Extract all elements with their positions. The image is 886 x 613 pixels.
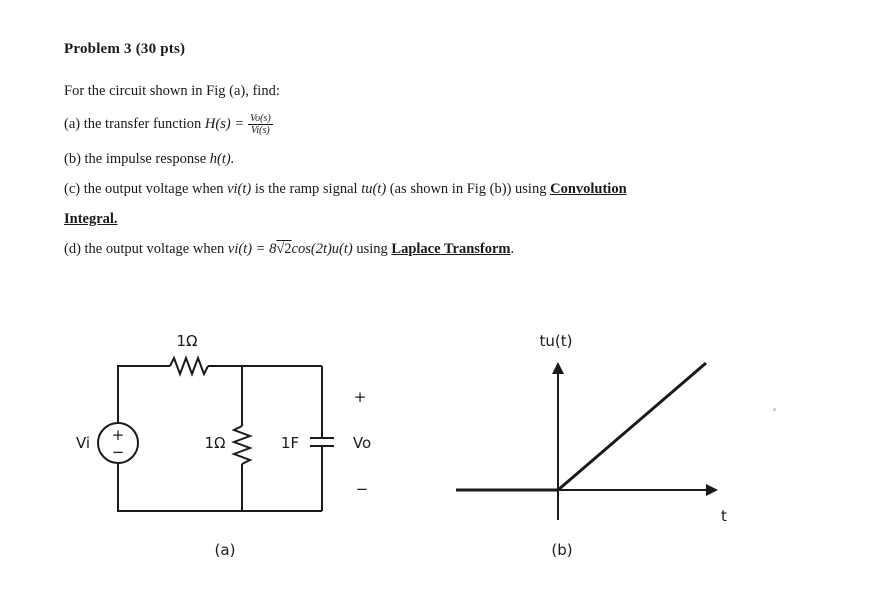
part-d-method: Laplace Transform — [391, 241, 511, 257]
output-plus-label: + — [353, 388, 367, 406]
y-axis-label: tu(t) — [539, 332, 573, 350]
part-a-text: (a) the transfer function — [64, 116, 202, 132]
part-d-expression-b: cos(2t)u(t) — [291, 241, 353, 257]
ramp-plot — [456, 362, 718, 520]
part-c-method-1: Convolution — [550, 181, 627, 197]
ramp-line — [558, 363, 706, 490]
source-minus-sign: − — [111, 443, 125, 461]
shunt-resistor-symbol — [234, 426, 250, 464]
part-d-expression-a: vi(t) = 8 — [227, 241, 277, 257]
x-axis-label: t — [721, 507, 727, 525]
problem-title: Problem 3 (30 pts) — [64, 41, 186, 57]
part-c-middle: is the ramp signal — [251, 181, 362, 197]
part-d-middle: using — [352, 241, 392, 257]
part-b-expression: h(t). — [209, 151, 235, 167]
figure-a-caption: (a) — [214, 541, 236, 559]
source-label: Vi — [75, 434, 91, 452]
output-label: Vo — [352, 434, 372, 452]
fraction-denominator: Vi(s) — [251, 125, 270, 136]
x-axis-arrow — [706, 484, 718, 496]
shunt-resistor-label: 1Ω — [204, 434, 226, 452]
y-axis-arrow — [552, 362, 564, 374]
source-plus-sign: + — [111, 426, 125, 444]
part-b-text: (b) the impulse response — [64, 151, 210, 167]
part-c-expression-2: tu(t) — [361, 181, 387, 197]
output-minus-label: − — [355, 480, 369, 498]
wire-left — [118, 366, 170, 423]
part-d-text: (d) the output voltage when — [64, 241, 228, 257]
problem-intro: For the circuit shown in Fig (a), find: — [64, 83, 280, 99]
part-c-tail: (as shown in Fig (b)) using — [386, 181, 551, 197]
part-c-expression-1: vi(t) — [227, 181, 252, 197]
part-d-sqrt: √2 — [276, 241, 292, 257]
part-c-method-2: Integral. — [64, 211, 118, 227]
scan-speck — [773, 408, 776, 411]
capacitor-label: 1F — [280, 434, 300, 452]
series-resistor-symbol — [170, 358, 208, 374]
part-a-expression: H(s) = — [204, 116, 245, 132]
wire-bottom — [118, 463, 322, 511]
part-c-text: (c) the output voltage when — [64, 181, 228, 197]
fraction-numerator: Vo(s) — [250, 113, 271, 124]
part-d-end: . — [510, 241, 515, 257]
figure-b-caption: (b) — [551, 541, 573, 559]
series-resistor-label: 1Ω — [176, 332, 198, 350]
